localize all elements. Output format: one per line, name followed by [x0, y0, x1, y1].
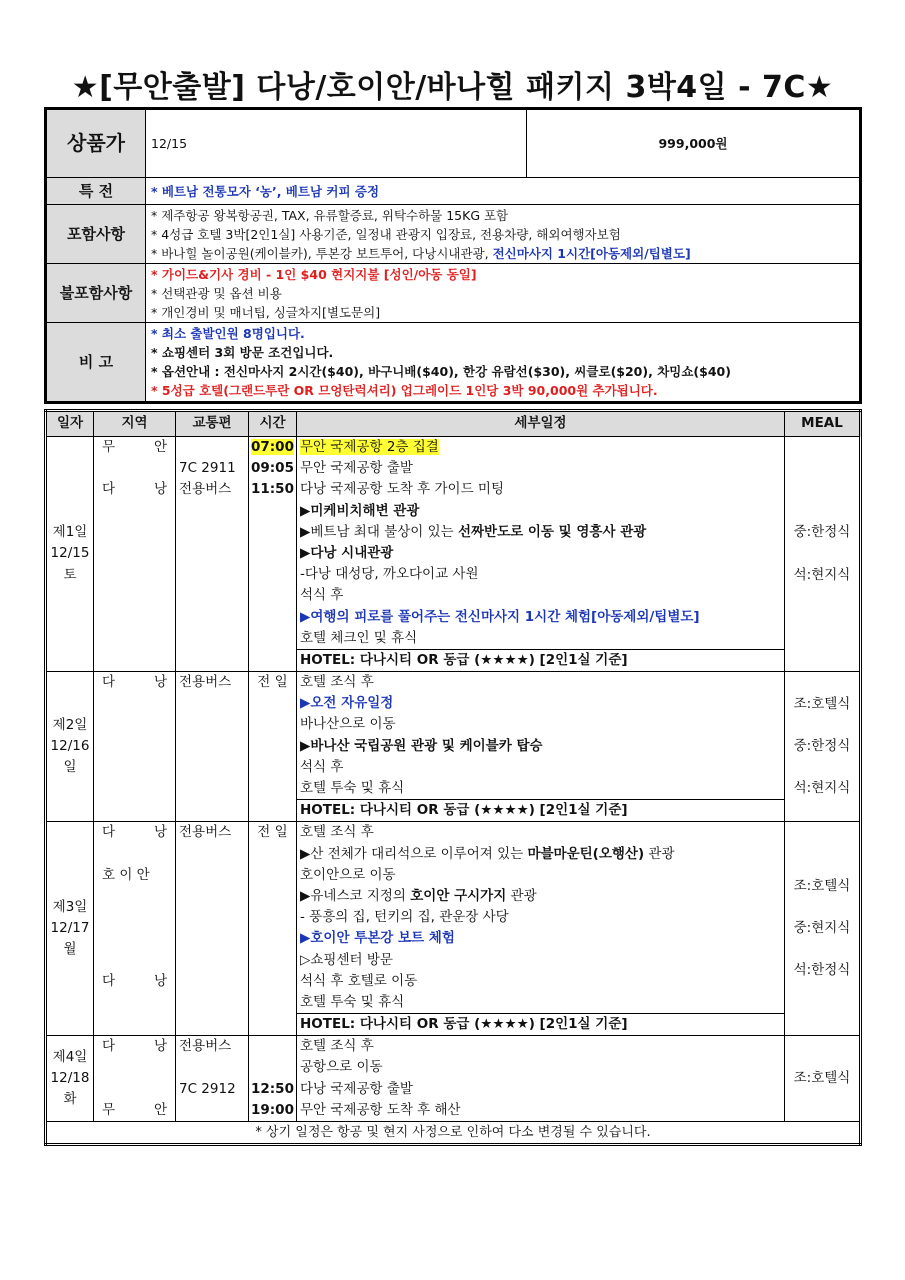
details-cell [296, 437, 784, 672]
detail-line: 호이안으로 이동 [299, 866, 396, 883]
detail-line: 호텔 체크인 및 휴식 [299, 629, 418, 646]
transport-type: 전용버스 [179, 1038, 232, 1055]
col-header-transport: 교통편 [176, 411, 249, 437]
detail-line: 선짜반도로 이동 및 영흥사 관광 [457, 523, 647, 540]
product-info-table [44, 107, 862, 404]
meal-item: 석:한정식 [793, 962, 851, 979]
region-char: 무 [102, 1101, 116, 1118]
region-char: 낭 [153, 1038, 167, 1055]
region-char: 다 [102, 674, 116, 691]
detail-line: 관광 [510, 887, 537, 904]
exclude-label: 불포함사항 [46, 264, 146, 323]
region-cell [94, 672, 176, 822]
note-item: * 쇼핑센터 3회 방문 조건입니다. [151, 345, 334, 360]
time-value: 09:05 [251, 460, 294, 477]
meal-cell [785, 437, 861, 672]
day-cell [46, 1036, 94, 1122]
detail-line: ▷쇼핑센터 방문 [299, 951, 393, 968]
meal-cell [785, 1036, 861, 1122]
meal-item: 중:한정식 [793, 738, 851, 755]
day-date: 12/17 [50, 920, 90, 937]
day-date: 12/15 [50, 545, 90, 562]
transport-cell [176, 437, 249, 672]
detail-line: 호텔 조식 후 [299, 1038, 374, 1055]
region-char: 낭 [153, 674, 167, 691]
detail-line: 무안 국제공항 2층 집결 [299, 439, 439, 455]
flight-number: 7C 2912 [179, 1080, 236, 1097]
detail-line: ▶미케비치해변 관광 [299, 502, 420, 519]
note-item: * 옵션안내 : 전신마사지 2시간($40), 바구니배($40), 한강 유람선($30), 씨클로($20), 차밍쇼($40) [151, 364, 731, 379]
detail-line: 다낭 국제공항 도착 후 가이드 미팅 [299, 481, 505, 498]
hotel-info: HOTEL: 다나시티 OR 동급 (★★★★) [2인1실 기준] [297, 1013, 784, 1035]
detail-line: 바나산으로 이동 [299, 716, 396, 733]
include-item-massage: 전신마사지 1시간[아동제외/팁별도] [492, 245, 691, 261]
detail-line: 석식 후 호텔로 이동 [299, 972, 418, 989]
detail-line: ▶산 전체가 대리석으로 이루어져 있는 [299, 845, 524, 862]
detail-line: ▶호이안 투본강 보트 체험 [299, 930, 455, 947]
day-cell [46, 437, 94, 672]
time-value: 12:50 [251, 1080, 294, 1097]
day-date: 12/16 [50, 738, 90, 755]
day-cell [46, 822, 94, 1036]
detail-line: 석식 후 [299, 587, 344, 604]
detail-line: 호텔 투숙 및 휴식 [299, 780, 405, 796]
hotel-info: HOTEL: 다나시티 OR 동급 (★★★★) [2인1실 기준] [297, 649, 784, 671]
meal-item: 조:호텔식 [793, 1070, 851, 1087]
region-char: 다 [102, 972, 116, 989]
hotel-info: HOTEL: 다나시티 OR 동급 (★★★★) [2인1실 기준] [297, 799, 784, 821]
time-value: 19:00 [251, 1101, 294, 1118]
day-weekday: 일 [63, 759, 77, 776]
region-cell [94, 437, 176, 672]
time-value: 07:00 [251, 439, 294, 455]
region-char: 다 [102, 824, 116, 841]
special-label: 특 전 [46, 178, 146, 205]
day-number: 제1일 [52, 524, 88, 541]
day-number: 제3일 [52, 899, 88, 915]
detail-line: 호텔 투숙 및 휴식 [299, 993, 405, 1010]
include-label: 포함사항 [46, 205, 146, 264]
day-row [46, 822, 861, 1036]
detail-line: 공항으로 이동 [299, 1059, 383, 1076]
footer-note: * 상기 일정은 항공 및 현지 사정으로 인하여 다소 변경될 수 있습니다. [46, 1122, 861, 1145]
detail-line: 다낭 국제공항 출발 [299, 1080, 413, 1097]
time-value: 11:50 [251, 481, 294, 498]
region-char: 호 이 안 [102, 866, 150, 883]
col-header-day: 일자 [46, 411, 94, 437]
price-label: 상품가 [46, 109, 146, 178]
col-header-meal: MEAL [785, 411, 861, 437]
detail-line: ▶베트남 최대 불상이 있는 [299, 523, 454, 540]
region-char: 안 [153, 439, 167, 455]
details-cell [296, 822, 784, 1036]
col-header-region: 지역 [94, 411, 176, 437]
meal-item: 조:호텔식 [793, 878, 851, 894]
time-value: 전 일 [257, 674, 288, 691]
region-char: 낭 [153, 824, 167, 841]
detail-line: 호이안 구시가지 [410, 887, 507, 904]
time-cell [249, 672, 297, 822]
region-cell [94, 822, 176, 1036]
day-cell [46, 672, 94, 822]
detail-line: -다낭 대성당, 까오다이교 사원 [299, 566, 479, 583]
meal-cell [785, 822, 861, 1036]
itinerary-table [44, 409, 862, 1146]
region-char: 무 [102, 439, 116, 455]
note-item: * 5성급 호텔(그랜드투란 OR 므엉탄럭셔리) 업그레이드 1인당 3박 90,000원 추가됩니다. [151, 383, 658, 398]
detail-line: - 풍흥의 집, 턴키의 집, 관운장 사당 [299, 909, 509, 926]
transport-cell [176, 822, 249, 1036]
meal-item: 석:현지식 [793, 780, 851, 797]
day-weekday: 월 [63, 941, 77, 958]
region-char: 안 [153, 1101, 167, 1118]
detail-line: ▶여행의 피로를 풀어주는 전신마사지 1시간 체험[아동제외/팁별도] [299, 608, 700, 625]
detail-line: ▶유네스코 지정의 [299, 887, 406, 904]
meal-item: 석:현지식 [793, 566, 851, 583]
special-benefit: * 베트남 전통모자 ‘농’, 베트남 커피 증정 [146, 178, 861, 205]
detail-line: 관광 [648, 845, 675, 862]
include-item: * 4성급 호텔 3박[2인1실] 사용기준, 일정내 관광지 입장료, 전용차량, 해외여행자보험 [151, 226, 621, 242]
transport-type: 전용버스 [179, 824, 232, 841]
exclude-list [146, 264, 861, 323]
detail-line: 호텔 조식 후 [299, 674, 374, 691]
detail-line: ▶다낭 시내관광 [299, 544, 394, 561]
departure-date: 12/15 [146, 109, 527, 178]
col-header-details: 세부일정 [296, 411, 784, 437]
time-cell [249, 822, 297, 1036]
region-char: 낭 [153, 481, 167, 498]
note-label: 비 고 [46, 323, 146, 403]
include-item: * 바나힐 놀이공원(케이블카), 투본강 보트투어, 다낭시내관광, [151, 245, 489, 261]
time-cell [249, 437, 297, 672]
day-row [46, 672, 861, 822]
details-cell [296, 672, 784, 822]
transport-cell [176, 1036, 249, 1122]
transport-cell [176, 672, 249, 822]
exclude-item: * 개인경비 및 매너팁, 싱글차지[별도문의] [151, 304, 381, 320]
price-value: 999,000원 [527, 109, 861, 178]
time-value: 전 일 [257, 824, 288, 841]
region-char: 다 [102, 1038, 116, 1055]
note-item: * 최소 출발인원 8명입니다. [151, 326, 305, 341]
note-list [146, 323, 861, 403]
detail-line: 석식 후 [299, 758, 344, 775]
day-weekday: 토 [63, 566, 77, 583]
col-header-time: 시간 [249, 411, 297, 437]
day-number: 제2일 [52, 716, 88, 733]
meal-cell [785, 672, 861, 822]
detail-line: 무안 국제공항 도착 후 해산 [299, 1101, 461, 1118]
transport-type: 전용버스 [179, 481, 232, 498]
day-row [46, 1036, 861, 1122]
exclude-item: * 가이드&기사 경비 - 1인 $40 현지지불 [성인/아동 동일] [151, 266, 477, 282]
day-date: 12/18 [50, 1070, 90, 1087]
details-cell [296, 1036, 784, 1122]
detail-line: 호텔 조식 후 [299, 824, 374, 841]
detail-line: ▶바나산 국립공원 관광 및 케이블카 탑승 [299, 737, 543, 754]
time-cell [249, 1036, 297, 1122]
day-weekday: 화 [63, 1091, 77, 1108]
meal-item: 중:한정식 [793, 524, 851, 541]
transport-type: 전용버스 [179, 674, 232, 691]
meal-item: 중:현지식 [793, 920, 851, 937]
region-char: 다 [102, 481, 116, 498]
flight-number: 7C 2911 [179, 460, 236, 477]
detail-line: 마블마운틴(오행산) [527, 845, 645, 862]
region-cell [94, 1036, 176, 1122]
day-row [46, 437, 861, 672]
region-char: 낭 [153, 972, 167, 989]
detail-line: ▶오전 자유일정 [299, 695, 394, 712]
page-title: ★[무안출발] 다낭/호이안/바나힐 패키지 3박4일 - 7C★ [71, 70, 834, 105]
detail-line: 무안 국제공항 출발 [299, 460, 413, 477]
include-list [146, 205, 861, 264]
exclude-item: * 선택관광 및 옵션 비용 [151, 285, 282, 301]
day-number: 제4일 [52, 1048, 88, 1065]
include-item: * 제주항공 왕복항공권, TAX, 유류할증료, 위탁수하물 15KG 포함 [151, 207, 509, 223]
meal-item: 조:호텔식 [793, 695, 851, 712]
